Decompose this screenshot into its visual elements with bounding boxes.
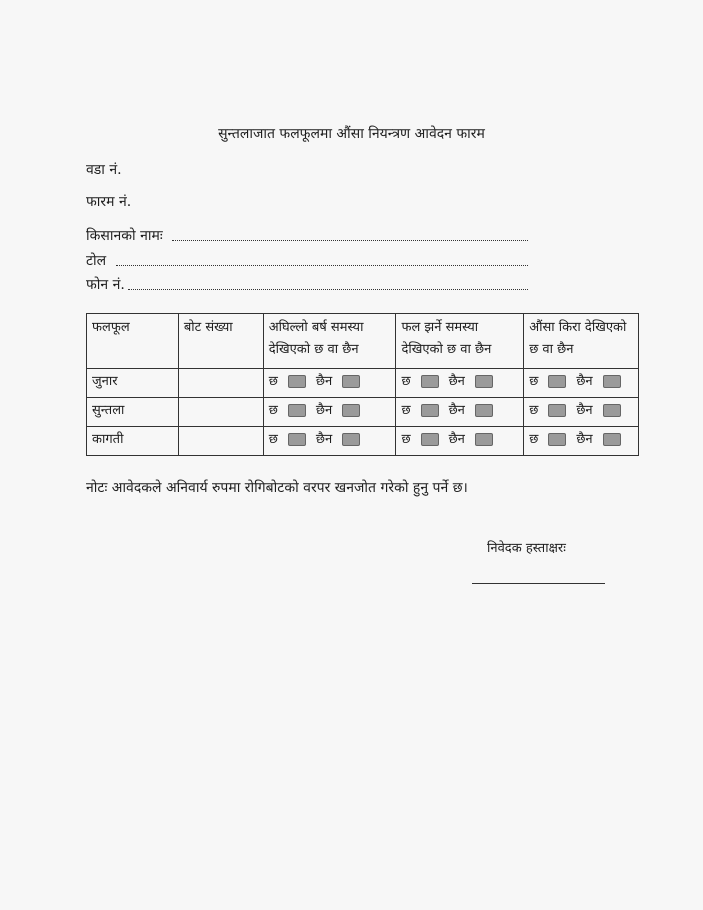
phone-label: फोन नं. [86, 277, 125, 293]
checkbox[interactable] [288, 375, 306, 388]
no-label: छैन [315, 432, 333, 447]
yes-label: छ [529, 403, 539, 418]
no-label: छैन [576, 403, 593, 418]
checkbox[interactable] [288, 433, 306, 446]
ward-label: वडा नं. [86, 162, 122, 178]
choice-cell [396, 398, 524, 427]
checkbox[interactable] [421, 433, 439, 446]
header-fruit-drop: फल झर्ने समस्या देखिएको छ वा छैन [396, 314, 524, 369]
no-label: छैन [448, 374, 465, 389]
choice-cell [263, 398, 396, 427]
tree-count-cell[interactable] [178, 427, 263, 456]
row-label: सुन्तला [87, 398, 179, 427]
note-text: नोटः आवेदकले अनिवार्य रुपमा रोगिबोटको वरपर खनजोत गरेको हुनु पर्ने छ। [86, 480, 468, 496]
signature-label: निवेदक हस्ताक्षरः [487, 541, 566, 556]
checkbox[interactable] [342, 404, 360, 417]
choice-cell [263, 369, 396, 398]
phone-line[interactable] [128, 289, 528, 290]
yes-label: छ [268, 403, 278, 418]
choice-cell [396, 427, 524, 456]
checkbox[interactable] [603, 375, 621, 388]
no-label: छैन [315, 403, 333, 418]
no-label: छैन [448, 403, 465, 418]
yes-label: छ [401, 374, 411, 389]
form-number-label: फारम नं. [86, 194, 132, 210]
no-label: छैन [576, 374, 593, 389]
farmer-name-line[interactable] [172, 240, 528, 241]
checkbox[interactable] [421, 404, 439, 417]
header-fruit: फलफूल [87, 314, 179, 369]
checkbox[interactable] [603, 433, 621, 446]
checkbox[interactable] [548, 404, 566, 417]
header-tree-count: बोट संख्या [178, 314, 263, 369]
choice-cell [524, 398, 639, 427]
yes-label: छ [401, 432, 411, 447]
row-label: जुनार [87, 369, 179, 398]
checkbox[interactable] [421, 375, 439, 388]
checkbox[interactable] [475, 404, 493, 417]
table-row [87, 369, 639, 398]
table-row [87, 427, 639, 456]
choice-cell [524, 369, 639, 398]
checkbox[interactable] [342, 375, 360, 388]
signature-line[interactable] [472, 583, 605, 584]
tole-line[interactable] [116, 265, 528, 266]
choice-cell [396, 369, 524, 398]
table-header-row [87, 314, 639, 369]
checkbox[interactable] [288, 404, 306, 417]
tree-count-cell[interactable] [178, 369, 263, 398]
no-label: छैन [448, 432, 465, 447]
tole-label: टोल [86, 253, 107, 269]
row-label: कागती [87, 427, 179, 456]
checkbox[interactable] [342, 433, 360, 446]
no-label: छैन [315, 374, 333, 389]
no-label: छैन [576, 432, 593, 447]
header-last-year: अघिल्लो बर्ष समस्या देखिएको छ वा छैन [263, 314, 396, 369]
header-fly-seen: औंसा किरा देखिएको छ वा छैन [524, 314, 639, 369]
checkbox[interactable] [475, 433, 493, 446]
table-row [87, 398, 639, 427]
yes-label: छ [401, 403, 411, 418]
checkbox[interactable] [548, 433, 566, 446]
yes-label: छ [529, 374, 539, 389]
form-title: सुन्तलाजात फलफूलमा औंसा नियन्त्रण आवेदन फारम [218, 126, 485, 142]
yes-label: छ [529, 432, 539, 447]
checkbox[interactable] [548, 375, 566, 388]
choice-cell [263, 427, 396, 456]
checkbox[interactable] [603, 404, 621, 417]
tree-count-cell[interactable] [178, 398, 263, 427]
checkbox[interactable] [475, 375, 493, 388]
inspection-table [86, 313, 639, 456]
choice-cell [524, 427, 639, 456]
farmer-name-label: किसानको नामः [86, 228, 163, 244]
yes-label: छ [268, 374, 278, 389]
yes-label: छ [268, 432, 278, 447]
